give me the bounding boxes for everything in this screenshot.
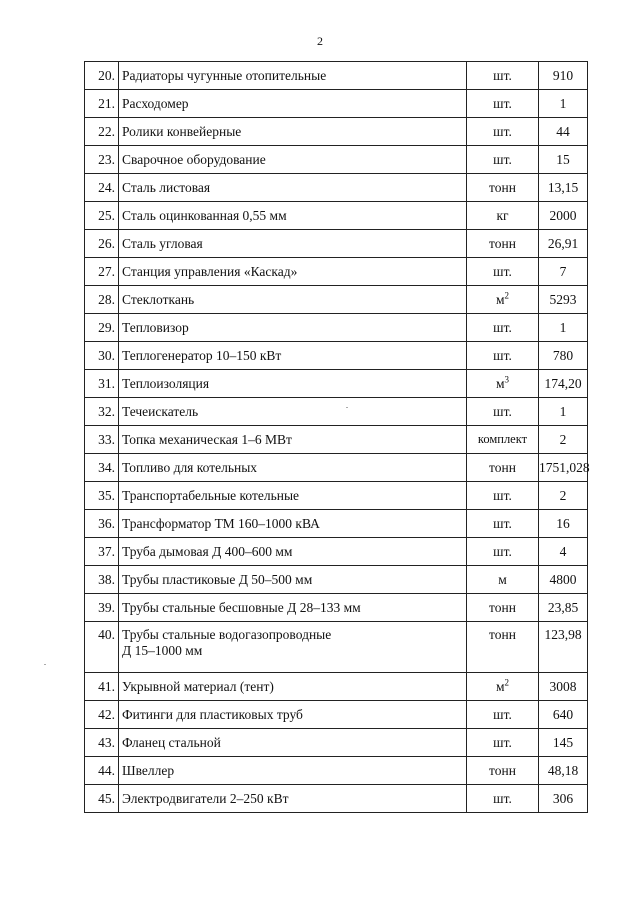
unit [467,118,539,146]
table-row [85,482,588,510]
row-number: 24. [85,174,119,202]
item-name [119,202,467,230]
quantity: 4800 [539,566,588,594]
unit-text: тонн [489,627,516,642]
table-row [85,230,588,258]
unit-exponent: 3 [504,374,510,385]
unit-text: шт. [493,707,512,722]
unit [467,426,539,454]
item-name [119,538,467,566]
table-row [85,729,588,757]
row-number: 44. [85,757,119,785]
item-name [119,701,467,729]
unit-text: тонн [489,236,516,251]
item-name-text: Стеклоткань [122,292,195,307]
unit [467,622,539,673]
item-name [119,785,467,813]
item-name [119,673,467,701]
items-table-body [85,62,588,813]
item-name [119,62,467,90]
quantity: 123,98 [539,622,588,673]
unit [467,62,539,90]
table-row [85,146,588,174]
unit [467,258,539,286]
quantity: 780 [539,342,588,370]
quantity: 2 [539,482,588,510]
unit-text: шт. [493,488,512,503]
table-row [85,785,588,813]
table-row [85,622,588,673]
quantity: 2 [539,426,588,454]
row-number: 31. [85,370,119,398]
item-name-text: Фитинги для пластиковых труб [122,707,303,722]
item-name [119,454,467,482]
item-name-text: Труба дымовая Д 400–600 мм [122,544,293,559]
unit [467,482,539,510]
unit [467,314,539,342]
unit-text: шт. [493,68,512,83]
quantity: 5293 [539,286,588,314]
table-row [85,566,588,594]
table-row [85,118,588,146]
unit-exponent: 2 [504,290,510,301]
unit [467,729,539,757]
unit-text: шт. [493,404,512,419]
item-name [119,146,467,174]
unit [467,510,539,538]
quantity: 15 [539,146,588,174]
item-name [119,482,467,510]
row-number: 39. [85,594,119,622]
row-number: 21. [85,90,119,118]
unit-text: м [498,572,507,587]
table-row [85,538,588,566]
item-name [119,370,467,398]
unit [467,785,539,813]
unit [467,757,539,785]
table-row [85,510,588,538]
table-row [85,426,588,454]
unit-text: тонн [489,600,516,615]
item-name-text: Трубы пластиковые Д 50–500 мм [122,572,313,587]
quantity: 1 [539,314,588,342]
unit-text: шт. [493,124,512,139]
table-row [85,286,588,314]
quantity: 44 [539,118,588,146]
unit [467,202,539,230]
unit-text: кг [496,208,509,223]
row-number: 28. [85,286,119,314]
row-number: 35. [85,482,119,510]
table-row [85,174,588,202]
quantity: 1 [539,398,588,426]
table-row [85,398,588,426]
table-row [85,62,588,90]
item-name-text: Ролики конвейерные [122,124,242,139]
item-name [119,594,467,622]
quantity: 4 [539,538,588,566]
item-name [119,566,467,594]
unit [467,286,539,314]
unit-text: шт. [493,320,512,335]
item-name-text: Трубы стальные водогазопроводные [122,627,332,642]
item-name [119,729,467,757]
unit-text: шт. [493,348,512,363]
quantity: 48,18 [539,757,588,785]
unit [467,454,539,482]
item-name [119,342,467,370]
item-name-text: Электродвигатели 2–250 кВт [122,791,289,806]
row-number: 34. [85,454,119,482]
item-name-text: Тепловизор [122,320,189,335]
unit [467,566,539,594]
unit-text: тонн [489,180,516,195]
quantity: 145 [539,729,588,757]
item-name [119,286,467,314]
row-number: 20. [85,62,119,90]
unit [467,230,539,258]
table-row [85,314,588,342]
item-name [119,230,467,258]
row-number: 40. [85,622,119,673]
page-number: 2 [317,34,323,48]
unit [467,538,539,566]
unit-text: шт. [493,264,512,279]
quantity: 26,91 [539,230,588,258]
unit-text: тонн [489,763,516,778]
row-number: 22. [85,118,119,146]
table-row [85,454,588,482]
item-name-text: Топливо для котельных [122,460,258,475]
quantity: 640 [539,701,588,729]
quantity: 1 [539,90,588,118]
scan-speck [346,407,348,408]
unit [467,701,539,729]
quantity: 910 [539,62,588,90]
row-number: 23. [85,146,119,174]
unit-text: шт. [493,152,512,167]
unit-text: шт. [493,544,512,559]
item-name [119,622,467,673]
row-number: 32. [85,398,119,426]
item-name-text: Укрывной материал (тент) [122,679,274,694]
quantity: 7 [539,258,588,286]
row-number: 37. [85,538,119,566]
table-row [85,370,588,398]
table-row [85,258,588,286]
item-name [119,174,467,202]
item-name-text: Течеискатель [122,404,199,419]
row-number: 25. [85,202,119,230]
item-name [119,757,467,785]
unit-text: тонн [489,460,516,475]
quantity: 306 [539,785,588,813]
item-name-text: Топка механическая 1–6 МВт [122,432,292,447]
item-name-text-line2: Д 15–1000 мм [122,643,203,658]
unit [467,90,539,118]
row-number: 33. [85,426,119,454]
table-row [85,701,588,729]
quantity: 3008 [539,673,588,701]
row-number: 43. [85,729,119,757]
item-name-text: Расходомер [122,96,189,111]
table-row [85,90,588,118]
unit-text: комплект [477,432,528,446]
item-name-text: Трубы стальные бесшовные Д 28–133 мм [122,600,361,615]
quantity: 1751,028 [539,454,588,482]
unit [467,594,539,622]
row-number: 38. [85,566,119,594]
quantity: 23,85 [539,594,588,622]
unit-text: м [495,376,505,391]
item-name-text: Теплогенератор 10–150 кВт [122,348,282,363]
unit [467,174,539,202]
table-row [85,757,588,785]
item-name-text: Швеллер [122,763,175,778]
row-number: 45. [85,785,119,813]
unit-text: шт. [493,735,512,750]
quantity: 2000 [539,202,588,230]
item-name-text: Фланец стальной [122,735,221,750]
unit-text: м [495,292,505,307]
unit-exponent: 2 [504,677,510,688]
scan-speck [44,664,46,665]
table-row [85,342,588,370]
item-name [119,426,467,454]
item-name-text: Станция управления «Каскад» [122,264,298,279]
item-name-text: Теплоизоляция [122,376,210,391]
item-name [119,258,467,286]
unit [467,342,539,370]
item-name [119,314,467,342]
item-name [119,398,467,426]
unit-text: шт. [493,516,512,531]
item-name-text: Радиаторы чугунные отопительные [122,68,327,83]
item-name [119,510,467,538]
row-number: 26. [85,230,119,258]
unit [467,398,539,426]
unit-text: м [495,679,505,694]
item-name-text: Сварочное оборудование [122,152,266,167]
item-name-text: Сталь угловая [122,236,203,251]
table-row [85,202,588,230]
item-name [119,118,467,146]
unit [467,146,539,174]
unit-text: шт. [493,791,512,806]
quantity: 16 [539,510,588,538]
item-name-text: Трансформатор ТМ 160–1000 кВА [122,516,320,531]
row-number: 30. [85,342,119,370]
item-name-text: Сталь листовая [122,180,211,195]
unit-text: шт. [493,96,512,111]
row-number: 36. [85,510,119,538]
row-number: 27. [85,258,119,286]
quantity: 174,20 [539,370,588,398]
row-number: 41. [85,673,119,701]
row-number: 42. [85,701,119,729]
unit [467,673,539,701]
item-name-text: Сталь оцинкованная 0,55 мм [122,208,287,223]
unit [467,370,539,398]
quantity: 13,15 [539,174,588,202]
table-row [85,673,588,701]
table-row [85,594,588,622]
row-number: 29. [85,314,119,342]
item-name-text: Транспортабельные котельные [122,488,300,503]
items-table [84,61,588,813]
item-name [119,90,467,118]
